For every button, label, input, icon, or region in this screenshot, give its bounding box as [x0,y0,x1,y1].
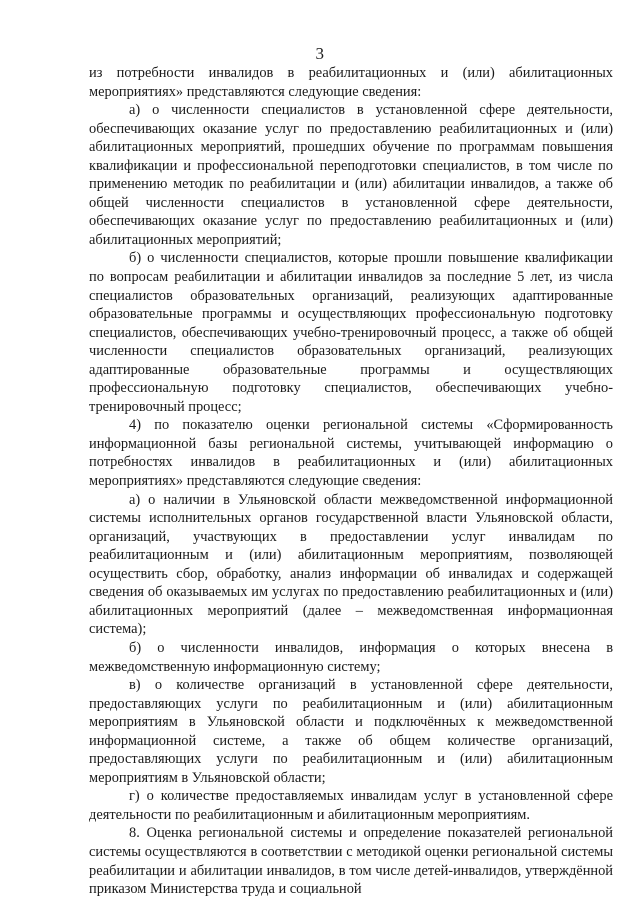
document-body [89,64,613,899]
paragraph-item-a-information-system: а) о наличии в Ульяновской области межведомственной информационной системы исполнительных органов государственной власти Ульяновской области, организаций, участвующих в предоставлении услуг инвалидам по реабилитационным и (или) абилитационным мероприятиям, позволяющей осуществить сбор, обработку, анализ информации об инвалидах и содержащей сведения об оказываемых им услугах по предоставлению реабилитационных и (или) абилитационных мероприятий (далее – межведомственная информационная система); [89,491,613,638]
paragraph-item-g-services: г) о количестве предоставляемых инвалидам услуг в установленной сфере деятельности по реабилитационным и абилитационным мероприятиям. [89,788,613,823]
page-number: 3 [315,44,325,63]
paragraph-item-v-organizations: в) о количестве организаций в установленной сфере деятельности, предоставляющих услуги по реабилитационным и (или) абилитационным мероприятиям в Ульяновской области и подключённых к межведомственной информационной системе, а также об общем количестве организаций, предоставляющих услуги по реабилитационным и (или) абилитационным мероприятиям в Ульяновской области; [89,677,613,786]
paragraph-item-4-information-base: 4) по показателю оценки региональной системы «Сформированность информационной базы региональной системы, учитывающей информацию о потребностях инвалидов в реабилитационных и (или) абилитационных мероприятиях» представляются следующие сведения: [89,417,613,490]
paragraph-item-b-disabled-count: б) о численности инвалидов, информация о которых внесена в межведомственную информационную систему; [89,639,613,675]
paragraph-section-8: 8. Оценка региональной системы и определение показателей региональной системы осуществляются в соответствии с методикой оценки региональной системы реабилитации и абилитации инвалидов, в том числе детей-инвалидов, утверждённой приказом Министерства труда и социальной [89,825,613,898]
paragraph-item-a-specialists: а) о численности специалистов в установленной сфере деятельности, обеспечивающих оказание услуг по предоставлению реабилитационных и (или) абилитационных мероприятий, прошедших обучение по программам повышения квалификации и профессиональной переподготовки специалистов, в том числе по применению методик по реабилитации и (или) абилитации инвалидов, а также об общей численности специалистов в установленной сфере деятельности, обеспечивающих оказание услуг по предоставлению реабилитационных и (или) абилитационных мероприятий; [89,102,613,248]
paragraph-item-b-qualification: б) о численности специалистов, которые прошли повышение квалификации по вопросам реабилитации и абилитации инвалидов за последние 5 лет, из числа специалистов образовательных организаций, реализующих адаптированные образовательные программы и осуществляющих профессиональную подготовку специалистов, обеспечивающих учебно-тренировочный процесс, а также об общей численности специалистов образовательных организаций, реализующих адаптированные образовательные программы и осуществляющих профессиональную подготовку специалистов, обеспечивающих учебно-тренировочный процесс; [89,250,613,415]
paragraph-intro: из потребности инвалидов в реабилитационных и (или) абилитационных мероприятиях» представляются следующие сведения: [89,65,613,100]
